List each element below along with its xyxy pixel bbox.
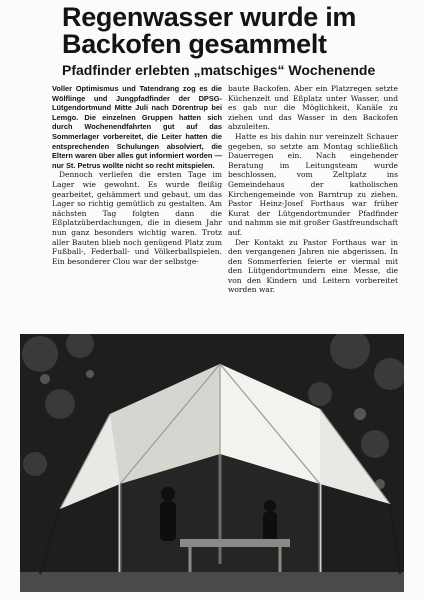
body-paragraph: baute Backofen. Aber ein Platzregen setzte Küchenzelt und Eßplatz unter Wasser, und es gab nur die Möglichkeit, Kanäle zu ziehen und das Wasser in den Backofen abzuleiten. xyxy=(228,84,398,132)
lead-paragraph: Voller Optimismus und Tatendrang zog es die Wölflinge und Jungpfadfinder der DPSG-Lütgendortmund Mitte Juli nach Dörentrup bei Lemgo. Die einzelnen Gruppen hatten sich durch Wochenendfahrten gut auf das Sommerlager vorbereitet, die Leiter hatten die entsprechenden Schulungen absolviert, die Eltern waren über alles gut informiert worden — nur St. Petrus wollte nicht so recht mitspielen. xyxy=(52,84,222,170)
subheadline: Pfadfinder erlebten „matschiges“ Wochenende xyxy=(62,62,376,78)
body-paragraph: Hatte es bis dahin nur vereinzelt Schauer gegeben, so setzte am Montag schließlich Dauerregen ein. Nach eingehender Beratung im Leitungsteam wurde beschlossen, vom Zeltplatz ins Gemeindehaus der katholischen Kirchengemeinde von Barntrup zu ziehen. Pastor Heinz-Josef Forthaus war früher Kurat der Lütgendortmunder Pfadfinder und nahmm sie mit großer Gastfreundschaft auf. xyxy=(228,131,398,237)
headline: Regenwasser wurde im Backofen gesammelt xyxy=(62,2,357,59)
article-column-left xyxy=(52,84,222,266)
body-paragraph: Dennoch verliefen die ersten Tage im Lager wie gewohnt. Es wurde fleißig gearbeitet, gehämmert und gebaut, um das Lager so richtig gemütlich zu gestalten. Am nächsten Tag folgten dann die Eßplatzüberdachungen, die in diesem Jahr nun ganz besonders wichtig waren. Trotz aller Bauten blieb noch genügend Platz zum Fußball-, Federball- und Völkerballspielen. Ein besonderer Clou war der selbstge- xyxy=(52,170,222,266)
body-paragraph: Der Kontakt zu Pastor Forthaus war in den vergangenen Jahren nie abgerissen. In den Sommerferien feierte er viermal mit den Lütgendortmundern eine Messe, die von den Kindern und Leitern vorbereitet worden war. xyxy=(228,237,398,295)
article-column-right xyxy=(228,84,398,295)
tent-photo xyxy=(20,334,404,592)
